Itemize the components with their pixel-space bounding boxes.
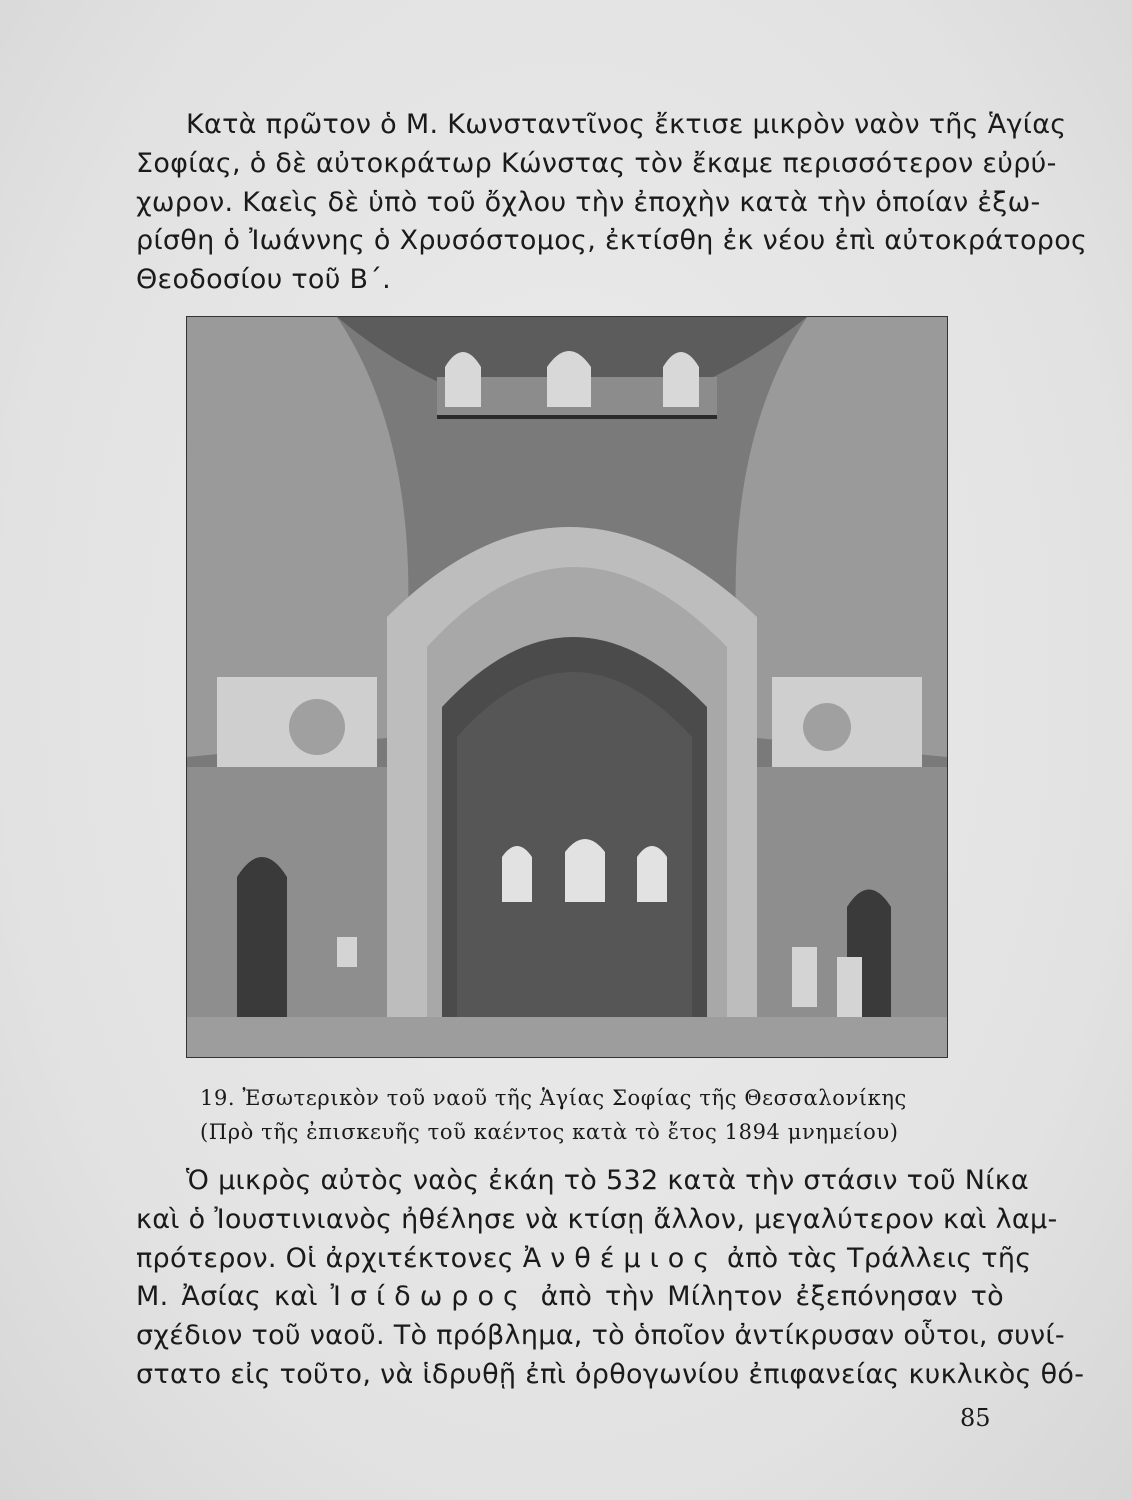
architect-name-isidoros: Ἰσίδωρος bbox=[330, 1281, 528, 1313]
text-segment: ἀπὸ τὰς Τράλλεις τῆς bbox=[718, 1242, 1032, 1274]
text-line: χωρον. Καεὶς δὲ ὑπὸ τοῦ ὄχλου τὴν ἐποχὴν κατὰ τὴν ὁποίαν ἐξω- bbox=[136, 186, 1041, 218]
text-line: ρίσθη ὁ Ἰωάννης ὁ Χρυσόστομος, ἐκτίσθη ἐκ νέου ἐπὶ αὐτοκράτορος bbox=[136, 225, 1088, 257]
church-interior-photo bbox=[186, 316, 948, 1058]
photo-illustration bbox=[187, 317, 947, 1057]
figure-caption-title: 19. Ἐσωτερικὸν τοῦ ναοῦ τῆς Ἁγίας Σοφίας τῆς Θεσσαλονίκης bbox=[200, 1086, 907, 1110]
text-line: σχέδιον τοῦ ναοῦ. Τὸ πρόβλημα, τὸ ὁποῖον ἀντίκρυσαν οὗτοι, συνί- bbox=[136, 1320, 1065, 1352]
text-line: Σοφίας, ὁ δὲ αὐτοκράτωρ Κώνστας τὸν ἔκαμε περισσότερον εὐρύ- bbox=[136, 147, 1057, 179]
architect-name-anthemios: Ἀνθέμιος bbox=[522, 1242, 719, 1274]
paragraph-intro bbox=[136, 106, 1088, 300]
text-line: Θεοδοσίου τοῦ Β΄. bbox=[136, 264, 392, 296]
paragraph-main bbox=[136, 1162, 1085, 1395]
text-line: στατο εἰς τοῦτο, νὰ ἱδρυθῇ ἐπὶ ὀρθογωνίου ἐπιφανείας κυκλικὸς θό- bbox=[136, 1358, 1085, 1390]
text-line: Κατὰ πρῶτον ὁ Μ. Κωνσταντῖνος ἔκτισε μικρὸν ναὸν τῆς Ἁγίας bbox=[186, 109, 1067, 140]
figure-caption-note: (Πρὸ τῆς ἐπισκευῆς τοῦ καέντος κατὰ τὸ ἔτος 1894 μνημείου) bbox=[200, 1120, 899, 1144]
page-number: 85 bbox=[960, 1404, 991, 1432]
text-line: Ὁ μικρὸς αὐτὸς ναὸς ἐκάη τὸ 532 κατὰ τὴν στάσιν τοῦ Νίκα bbox=[186, 1165, 1030, 1196]
text-line bbox=[136, 1278, 1004, 1317]
text-segment: πρότερον. Οἱ ἀρχιτέκτονες bbox=[136, 1242, 523, 1274]
text-line: καὶ ὁ Ἰουστινιανὸς ἠθέλησε νὰ κτίσῃ ἄλλον, μεγαλύτερον καὶ λαμ- bbox=[136, 1203, 1058, 1235]
text-segment: ἀπὸ τὴν Μίλητον ἐξεπόνησαν τὸ bbox=[527, 1281, 1004, 1313]
text-line bbox=[136, 1240, 1032, 1279]
text-segment: Μ. Ἀσίας καὶ bbox=[136, 1281, 331, 1313]
